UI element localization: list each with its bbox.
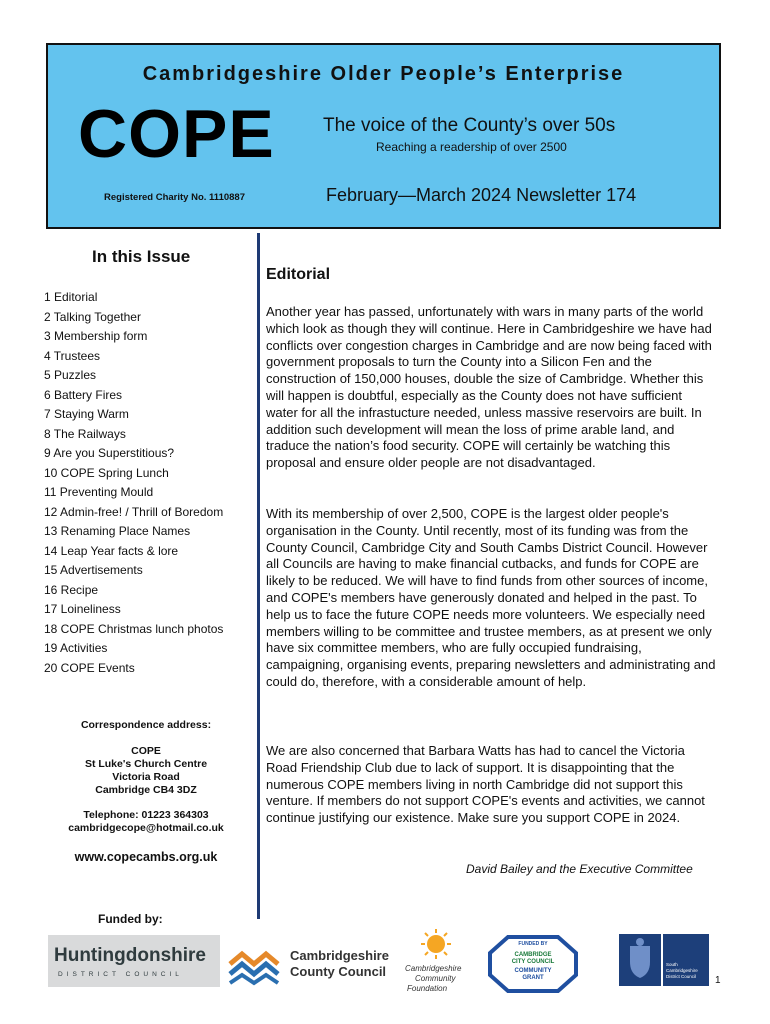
crest-icon [619,934,661,986]
contents-item: 14 Leap Year facts & lore [44,543,179,558]
funded-by-label: Funded by: [98,912,163,926]
charity-number: Registered Charity No. 1110887 [104,192,245,203]
editorial-signature: David Bailey and the Executive Committee [466,862,693,876]
scdc-line3: District Council [666,974,697,979]
contents-item: 3 Membership form [44,329,148,343]
contents-item: 10 COPE Spring Lunch [44,465,169,480]
contents-item: 7 Staying Warm [44,407,129,421]
city-logo-top: FUNDED BY [518,941,548,947]
south-cambridgeshire-logo [619,934,709,986]
contents-item: 5 Puzzles [44,368,97,382]
contents-list [44,290,223,680]
contents-item: 1 Editorial [44,290,98,304]
organisation-name: Cambridgeshire Older People’s Enterprise [142,63,625,85]
editorial-title: Editorial [266,266,331,283]
community-foundation-logo [405,928,475,996]
issue-title: February—March 2024 Newsletter 174 [326,185,637,205]
email-address[interactable]: cambridgecope@hotmail.co.uk [68,822,224,834]
contents-item: 13 Renaming Place Names [44,524,191,538]
huntingdonshire-logo-subtitle: DISTRICT COUNCIL [58,971,183,978]
address-line: Victoria Road [112,771,180,783]
contents-item: 2 Talking Together [44,309,141,324]
ccf-logo-line2: Community [415,974,456,983]
contents-item: 16 Recipe [44,582,99,597]
telephone: Telephone: 01223 364303 [83,809,209,821]
contents-item: 20 COPE Events [44,660,135,675]
crest-panel [619,934,661,986]
contents-item: 6 Battery Fires [44,387,123,402]
scdc-line2: Cambridgeshire [666,968,698,973]
contact-name: COPE [131,745,161,757]
contents-item: 17 Loineliness [44,602,121,616]
tagline: The voice of the County’s over 50s [323,115,616,136]
city-logo-line3: COMMUNITY [514,968,552,974]
waves-icon [228,950,288,986]
contents-item: 15 Advertisements [44,563,143,577]
city-logo-line1: CAMBRIDGE [514,952,552,958]
city-logo-line4: GRANT [522,975,544,981]
huntingdonshire-logo-title: Huntingdonshire [54,945,206,966]
contents-item: 12 Admin-free! / Thrill of Boredom [44,504,224,519]
contents-item: 18 COPE Christmas lunch photos [44,621,224,636]
column-divider [257,233,260,919]
scdc-line1: South [666,962,678,967]
editorial-paragraph: With its membership of over 2,500, COPE is the largest older people's organisation in the County. Until recently, most of its funding was from the County Council, Cambridge City and South Cambs District Council. However all Councils are having to make financial cutbacks, and funds for COPE are likely to be reduced. We will have to find funds from other sources of income, and COPE's members have generously donated and helped in the past. To help us to face the future COPE needs more volunteers. We especially need members willing to be committee and trustee members, as at present we only have six committee members, who are fully occupied fundraising, campaigning, organising events, preparing newsletters and administrating and could do, therefore, with a considerable amount of help. [266,506,716,689]
scdc-panel [663,934,709,986]
page-number: 1 [715,975,721,986]
correspondence-heading: Correspondence address: [80,719,212,731]
ccc-logo-line2: County Council [290,964,387,979]
editorial-paragraph: We are also concerned that Barbara Watts has had to cancel the Victoria Road Friendship Club due to lack of support. It is disappointing that the numerous COPE members living in north Cambridge did not support this venture. If members do not support COPE's events and activities, we cannot continue justifying our existence. Make sure you support COPE in 2024. [266,743,705,826]
huntingdonshire-logo [48,935,220,987]
website-link[interactable]: www.copecambs.org.uk [74,850,218,864]
cope-logo-text: COPE [78,96,275,172]
cambridgeshire-county-council-logo [228,946,403,996]
address-line: Cambridge CB4 3DZ [95,784,197,796]
contents-item: 9 Are you Superstitious? [44,446,175,460]
city-logo-line2: CITY COUNCIL [511,959,555,965]
editorial-paragraph: Another year has passed, unfortunately with wars in many parts of the world which look as though they will continue. Here in Cambridgeshire we have had conflicts over congestion charges in Cambridge and are now being faced with government proposals to turn the County into a Silicon Fen and the construction of 150,000 houses, double the size of Cambridge. Whether this will happen is doubtful, especially as the County does not have sufficient water for all the infrastucture needed, unless massive reservoirs are built. In addition such development will mean the loss of prime arable land, and traduce the nation’s food security. COPE will certainly be watching this proposal and ensure older people are not disadvantaged. [266,304,712,471]
contents-item: 8 The Railways [44,426,126,441]
ccf-logo-line1: Cambridgeshire [405,964,462,973]
contents-item: 4 Trustees [44,348,101,363]
masthead-banner [46,43,721,229]
contents-item: 19 Activities [44,641,108,655]
readership-note: Reaching a readership of over 2500 [376,140,567,154]
sun-icon [419,928,453,960]
contents-item: 11 Preventing Mould [44,485,154,499]
contents-title: In this Issue [92,247,191,266]
ccc-logo-line1: Cambridgeshire [290,948,389,963]
address-line: St Luke's Church Centre [84,758,208,770]
cambridge-city-council-grant-logo [488,935,578,993]
ccf-logo-line3: Foundation [407,984,448,993]
